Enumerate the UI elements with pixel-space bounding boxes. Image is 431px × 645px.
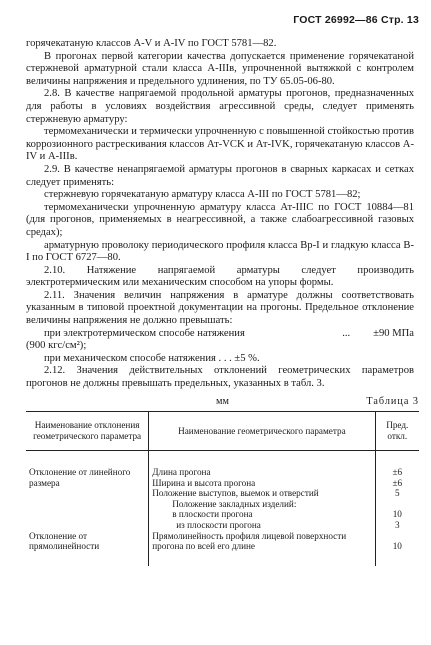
deviation-name: Отклонение от линейного размера bbox=[26, 451, 149, 531]
parameter-name: Ширина и высота прогона bbox=[149, 478, 375, 489]
tolerance-value: 10 bbox=[392, 541, 402, 552]
tolerance-value: 3 bbox=[394, 519, 400, 530]
table-unit: мм bbox=[216, 396, 229, 407]
table-header-row bbox=[26, 412, 419, 451]
body-text bbox=[26, 38, 414, 391]
table-row bbox=[26, 531, 419, 566]
paragraph: 2.9. В качестве ненапрягаемой арматуры прогонов в сварных каркасах и сетках следует применять: bbox=[26, 163, 414, 188]
parameter-name: в плоскости прогона bbox=[172, 509, 253, 520]
formula-mechanical: при механическом способе натяжения . . . ±5 %. bbox=[44, 352, 260, 364]
formula-electrothermal bbox=[26, 328, 414, 341]
formula-value: ±90 МПа bbox=[373, 327, 414, 339]
paragraph: 2.10. Натяжение напрягаемой арматуры следует производить электротермическим или механическим способом на упоры формы. bbox=[26, 264, 414, 289]
parameter-name: Положение выступов, выемок и отверстий bbox=[149, 488, 375, 499]
column-header: Наименование отклонения геометрического параметра bbox=[26, 412, 149, 451]
formula-label: при электротермическом способе натяжения bbox=[44, 327, 245, 339]
table-number: Таблица 3 bbox=[366, 396, 419, 407]
deviation-name: Отклонение от прямолинейности bbox=[26, 531, 149, 566]
tolerance-value bbox=[375, 499, 419, 510]
tolerance-value: 10 bbox=[392, 509, 402, 520]
tolerance-value: ±6 bbox=[392, 477, 403, 488]
paragraph: 2.8. В качестве напрягаемой продольной арматуры прогонов, предназначенных для работы в условиях воздействия агрессивной среды, следует применять стержневую арматуру: bbox=[26, 88, 414, 125]
paragraph: термомеханически и термически упрочненную с повышенной стойкостью против коррозионного растрескивания классов Ат-VCK и Ат-IVK, горячекатаную классов A-IV и A-IIIв. bbox=[26, 126, 414, 163]
table-caption bbox=[26, 396, 419, 408]
parameter-name: Прямолинейность профиля лицевой поверхности прогона по всей его длине bbox=[149, 531, 375, 566]
column-header: Пред. откл. bbox=[375, 412, 419, 451]
paragraph: термомеханически упрочненную арматуру класса Ат-IIIС по ГОСТ 10884—81 (для прогонов, применяемых в неагрессивной, а также слабоагрессивной газовых средах); bbox=[26, 201, 414, 238]
paragraph: 2.11. Значения величин напряжения в арматуре должны соответствовать указанным в типовой проектной документации на прогоны. Предельное отклонение величины напряжения не должно превышать: bbox=[26, 289, 414, 327]
parameter-name: Положение закладных изделий: bbox=[172, 498, 297, 509]
tolerance-value: ±6 bbox=[392, 467, 403, 477]
paragraph: арматурную проволоку периодического профиля класса Вр-I и гладкую класса B-I по ГОСТ 6727—80. bbox=[26, 239, 414, 264]
page-header: ГОСТ 26992—86 Стр. 13 bbox=[293, 14, 419, 26]
formula-continuation: (900 кгс/см²); bbox=[26, 340, 87, 352]
tolerance-value: 5 bbox=[394, 488, 400, 499]
parameter-name: из плоскости прогона bbox=[176, 519, 261, 530]
paragraph: горячекатаную классов A-V и A-IV по ГОСТ 5781—82. bbox=[26, 38, 277, 49]
tolerance-table bbox=[26, 411, 419, 566]
paragraph: стержневую горячекатаную арматуру класса A-III по ГОСТ 5781—82; bbox=[44, 189, 361, 201]
table-row bbox=[26, 451, 419, 478]
parameter-name: Длина прогона bbox=[149, 451, 375, 478]
paragraph: 2.12. Значения действительных отклонений геометрических параметров прогонов не должны превышать предельных, указанных в табл. 3. bbox=[26, 365, 414, 390]
column-header: Наименование геометрического параметра bbox=[149, 412, 375, 451]
paragraph: В прогонах первой категории качества допускается применение горячекатаной стержневой арматурной стали класса A-IIIв, упрочненной вытяжкой с контролем величины напряжения и предельного удлинения, по ТУ 65.05-06-80. bbox=[26, 50, 414, 87]
formula-dots: ... bbox=[342, 327, 351, 339]
